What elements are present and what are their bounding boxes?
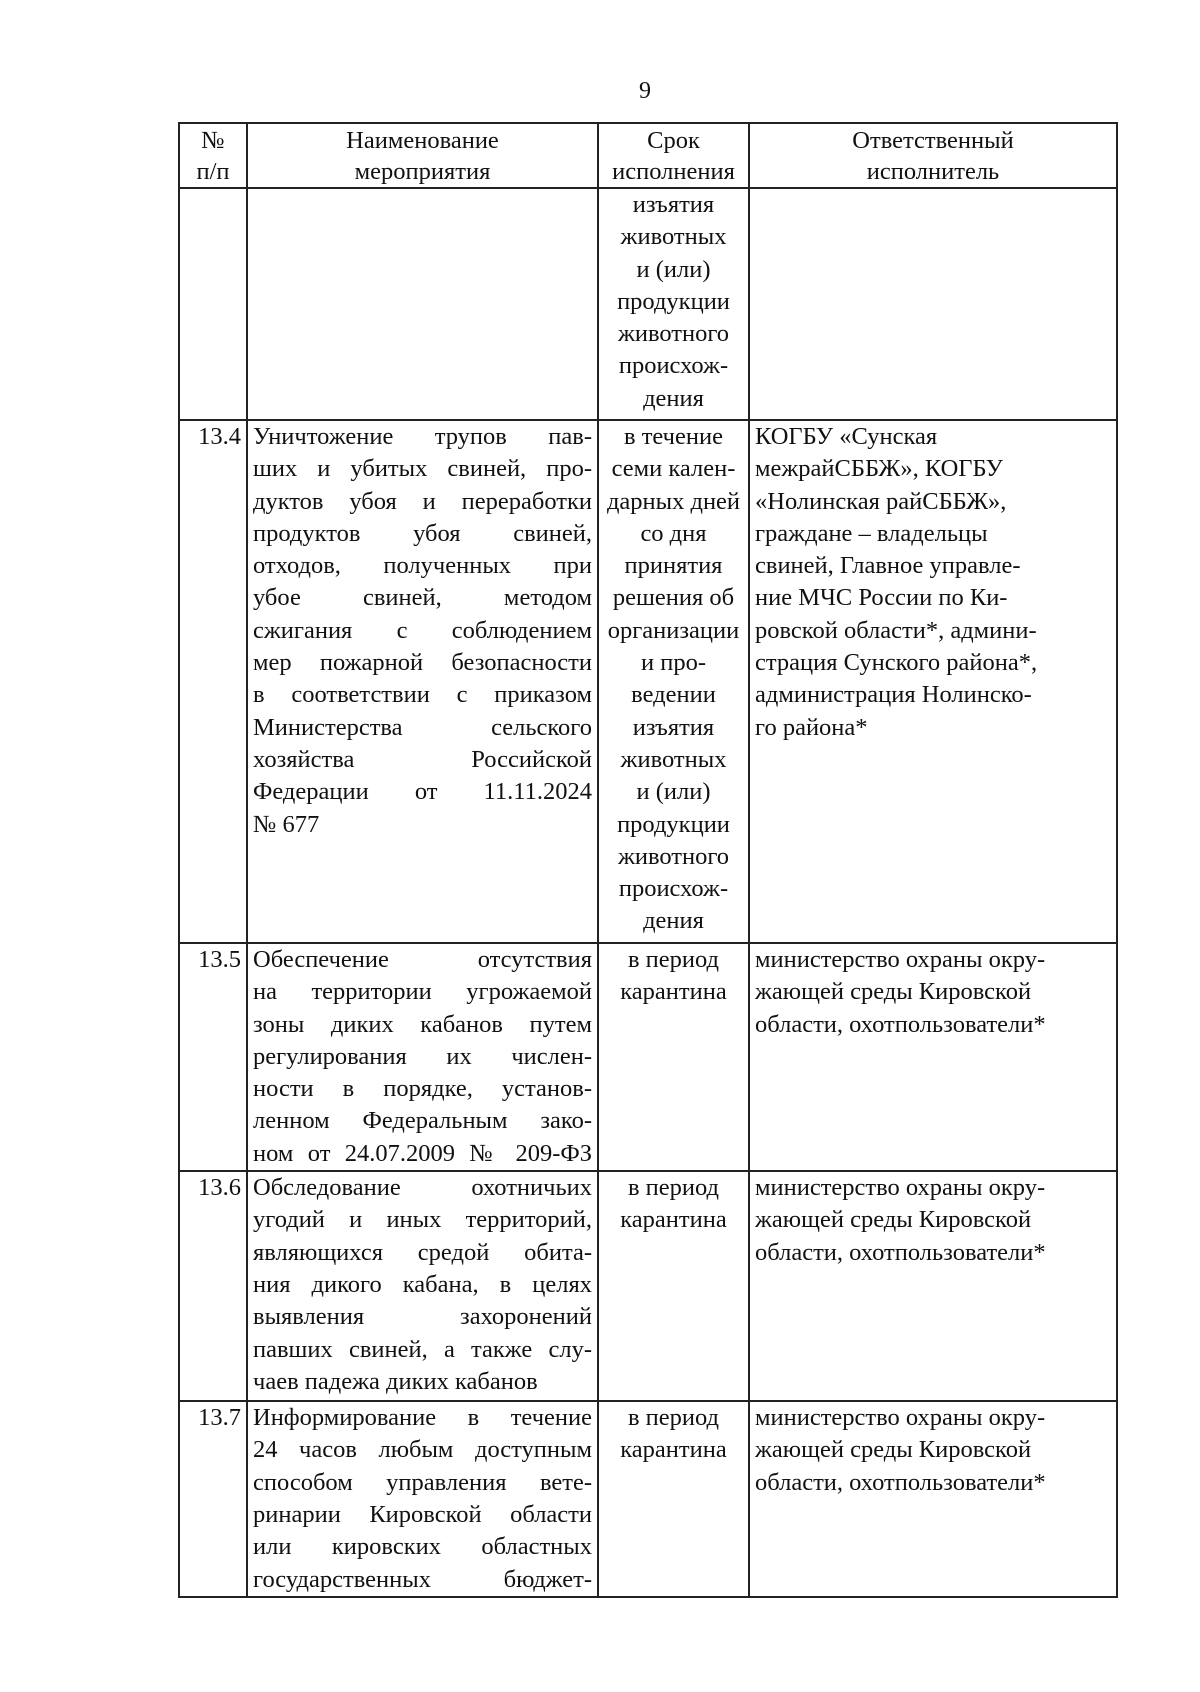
cell-num: 13.7 [179, 1401, 247, 1597]
responsible-line: го района* [755, 713, 868, 741]
name-line: государственных бюджет- [253, 1565, 592, 1593]
cell-name [247, 1401, 598, 1597]
cell-responsible [749, 943, 1117, 1171]
name-line: убое свиней, методом [253, 584, 592, 612]
responsible-line: «Нолинская райСББЖ», [755, 487, 1007, 515]
table-row-13-4 [179, 420, 1117, 943]
header-name-line: мероприятия [354, 158, 491, 185]
term-line: в период [627, 946, 720, 973]
term-line: дарных дней [606, 487, 741, 515]
name-line: ния дикого кабана, в целях [253, 1270, 592, 1298]
cell-term [598, 1401, 749, 1597]
name-line: дуктов убоя и переработки [253, 487, 592, 515]
cell-responsible [749, 1401, 1117, 1597]
name-line: Информирование в течение [253, 1404, 592, 1432]
name-line: на территории угрожаемой [253, 978, 592, 1006]
name-line: ном от 24.07.2009 № 209-ФЗ [253, 1139, 592, 1167]
responsible-line: межрайСББЖ», КОГБУ [755, 455, 1004, 483]
table-header-row [179, 123, 1117, 188]
name-line: в соответствии с приказом [253, 681, 592, 709]
name-line: ринарии Кировской области [253, 1500, 592, 1528]
header-term-line: Срок [647, 127, 700, 154]
term-line: продукции [617, 810, 730, 838]
name-line: № 677 [253, 810, 320, 838]
term-line: и (или) [636, 255, 711, 283]
cell-responsible [749, 188, 1117, 420]
name-line: регулирования их числен- [253, 1042, 592, 1070]
term-line: карантина [620, 1436, 727, 1464]
responsible-line: ровской области*, админи- [755, 616, 1037, 644]
name-line: Обследование охотничьих [253, 1174, 592, 1202]
term-line: со дня [640, 519, 707, 547]
term-line: происхож- [618, 352, 729, 380]
responsible-line: ние МЧС России по Ки- [755, 584, 1008, 612]
responsible-line: жающей среды Кировской [755, 978, 1032, 1006]
term-line: изъятия [632, 713, 715, 741]
cell-term [598, 188, 749, 420]
name-line: выявления захоронений [253, 1303, 592, 1331]
responsible-line: области, охотпользователи* [755, 1238, 1046, 1266]
term-line: организации [607, 616, 740, 644]
cell-name [247, 188, 598, 420]
name-line: хозяйства Российской [253, 745, 592, 773]
name-line: чаев падежа диких кабанов [253, 1367, 538, 1395]
cell-term [598, 943, 749, 1171]
header-name [247, 123, 598, 188]
cell-num: 13.5 [179, 943, 247, 1171]
header-num-line: № [201, 127, 225, 154]
table-row-13-6 [179, 1171, 1117, 1401]
cell-responsible [749, 1171, 1117, 1401]
responsible-line: администрация Нолинско- [755, 681, 1032, 709]
term-line: животного [617, 842, 730, 870]
term-line: решения об [612, 584, 735, 612]
term-line: в период [627, 1404, 720, 1432]
term-line: ведении [631, 681, 716, 709]
name-line: Уничтожение трупов пав- [253, 423, 592, 450]
term-line: дения [643, 907, 704, 935]
name-line: Министерства сельского [253, 713, 592, 741]
responsible-line: жающей среды Кировской [755, 1206, 1032, 1234]
responsible-line: КОГБУ «Сунская [755, 423, 938, 450]
responsible-line: области, охотпользователи* [755, 1468, 1046, 1496]
header-num-line: п/п [196, 158, 230, 185]
header-num [179, 123, 247, 188]
header-name-line: Наименование [346, 127, 499, 154]
term-line: изъятия [632, 191, 715, 218]
header-term-line: исполнения [612, 158, 735, 185]
name-line: являющихся средой обита- [253, 1238, 592, 1266]
term-line: животного [617, 320, 730, 348]
name-line: мер пожарной безопасности [253, 649, 592, 677]
cell-name [247, 1171, 598, 1401]
name-line: угодий и иных территорий, [253, 1206, 592, 1234]
responsible-line: граждане – владельцы [755, 519, 988, 547]
responsible-line: свиней, Главное управле- [755, 552, 1021, 580]
name-line: способом управления вете- [253, 1468, 592, 1496]
header-responsible-line: Ответственный [852, 127, 1014, 154]
responsible-line: министерство охраны окру- [755, 946, 1046, 973]
term-line: происхож- [618, 875, 729, 903]
term-line: семи кален- [611, 455, 736, 483]
term-line: продукции [617, 287, 730, 315]
name-line: павших свиней, а также слу- [253, 1335, 592, 1363]
header-responsible [749, 123, 1117, 188]
responsible-line: страция Сунского района*, [755, 649, 1038, 677]
name-line: сжигания с соблюдением [253, 616, 592, 644]
name-line: или кировских областных [253, 1533, 592, 1561]
cell-name [247, 420, 598, 943]
cell-name [247, 943, 598, 1171]
name-line: ленном Федеральным зако- [253, 1107, 592, 1135]
term-line: принятия [624, 552, 723, 580]
header-term [598, 123, 749, 188]
table-row-13-7 [179, 1401, 1117, 1597]
cell-num: 13.4 [179, 420, 247, 943]
table-row-continuation [179, 188, 1117, 420]
term-line: в период [627, 1174, 720, 1202]
name-line: ших и убитых свиней, про- [253, 455, 592, 483]
cell-num [179, 188, 247, 420]
term-line: и про- [640, 649, 706, 677]
term-line: дения [643, 384, 704, 412]
term-line: карантина [620, 1206, 727, 1234]
cell-term [598, 420, 749, 943]
cell-term [598, 1171, 749, 1401]
page-number: 9 [639, 78, 651, 104]
term-line: в течение [624, 423, 723, 450]
measures-table [178, 122, 1118, 1598]
term-line: карантина [620, 978, 727, 1006]
name-line: продуктов убоя свиней, [253, 519, 592, 547]
name-line: отходов, полученных при [253, 552, 592, 580]
name-line: Обеспечение отсутствия [253, 946, 592, 973]
name-line: зоны диких кабанов путем [253, 1010, 592, 1038]
term-line: и (или) [636, 778, 711, 806]
term-line: животных [620, 223, 727, 251]
name-line: Федерации от 11.11.2024 [253, 778, 592, 806]
header-responsible-line: исполнитель [866, 158, 1000, 185]
responsible-line: министерство охраны окру- [755, 1174, 1046, 1202]
responsible-line: области, охотпользователи* [755, 1010, 1046, 1038]
responsible-line: министерство охраны окру- [755, 1404, 1046, 1432]
responsible-line: жающей среды Кировской [755, 1436, 1032, 1464]
term-line: животных [620, 745, 727, 773]
cell-num: 13.6 [179, 1171, 247, 1401]
name-line: ности в порядке, установ- [253, 1075, 592, 1103]
table-row-13-5 [179, 943, 1117, 1171]
name-line: 24 часов любым доступным [253, 1436, 592, 1464]
cell-responsible [749, 420, 1117, 943]
